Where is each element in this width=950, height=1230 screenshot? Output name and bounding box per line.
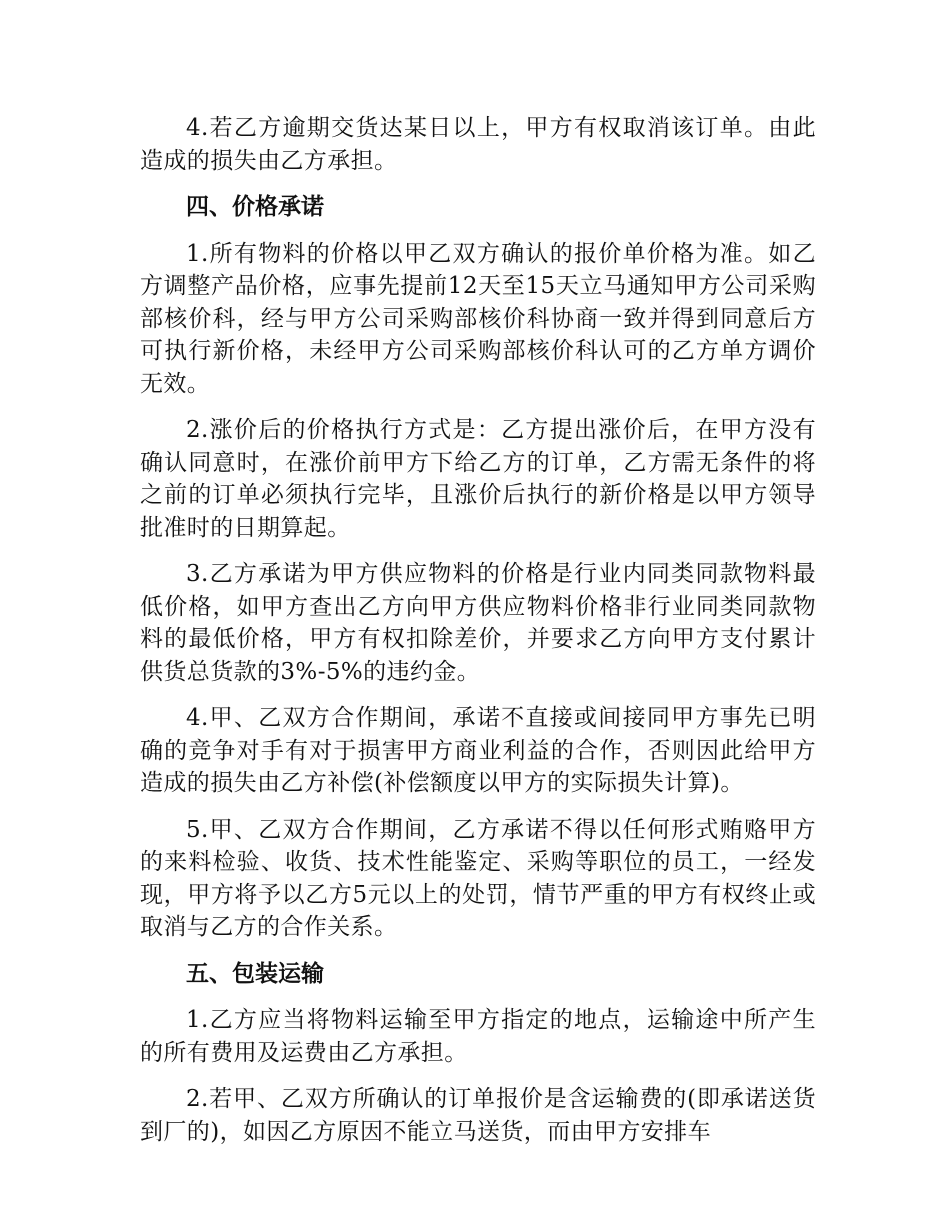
paragraph-price-1: 1.所有物料的价格以甲乙双方确认的报价单价格为准。如乙方调整产品价格，应事先提前12天至15天立马通知甲方公司采购部核价科，经与甲方公司采购部核价科协商一致并得到同意后方可执行新价格，未经甲方公司采购部核价科认可的乙方单方调价无效。 xyxy=(140,240,816,397)
section-heading-price-commitment: 四、价格承诺 xyxy=(186,194,324,220)
paragraph-transport-1: 1.乙方应当将物料运输至甲方指定的地点，运输途中所产生的所有费用及运费由乙方承担。 xyxy=(140,1007,816,1066)
paragraph-transport-2: 2.若甲、乙双方所确认的订单报价是含运输费的(即承诺送货到厂的)，如因乙方原因不能立马送货，而由甲方安排车 xyxy=(140,1086,816,1145)
paragraph-intro-4: 4.若乙方逾期交货达某日以上，甲方有权取消该订单。由此造成的损失由乙方承担。 xyxy=(140,115,816,174)
section-heading-packaging-transport: 五、包装运输 xyxy=(186,960,324,987)
paragraph-price-3: 3.乙方承诺为甲方供应物料的价格是行业内同类同款物料最低价格，如甲方查出乙方向甲方供应物料价格非行业同类同款物料的最低价格，甲方有权扣除差价，并要求乙方向甲方支付累计供货总货款的3%-5%的违约金。 xyxy=(140,561,816,685)
document-body xyxy=(140,112,816,1162)
paragraph-price-5: 5.甲、乙双方合作期间，乙方承诺不得以任何形式贿赂甲方的来料检验、收货、技术性能鉴定、采购等职位的员工，一经发现，甲方将予以乙方5元以上的处罚，情节严重的甲方有权终止或取消与乙方的合作关系。 xyxy=(140,816,816,940)
paragraph-price-2: 2.涨价后的价格执行方式是：乙方提出涨价后，在甲方没有确认同意时，在涨价前甲方下给乙方的订单，乙方需无条件的将之前的订单必须执行完毕，且涨价后执行的新价格是以甲方领导批准时的日期算起。 xyxy=(140,417,816,541)
paragraph-price-4: 4.甲、乙双方合作期间，承诺不直接或间接同甲方事先已明确的竞争对手有对于损害甲方商业利益的合作，否则因此给甲方造成的损失由乙方补偿(补偿额度以甲方的实际损失计算)。 xyxy=(140,705,816,796)
